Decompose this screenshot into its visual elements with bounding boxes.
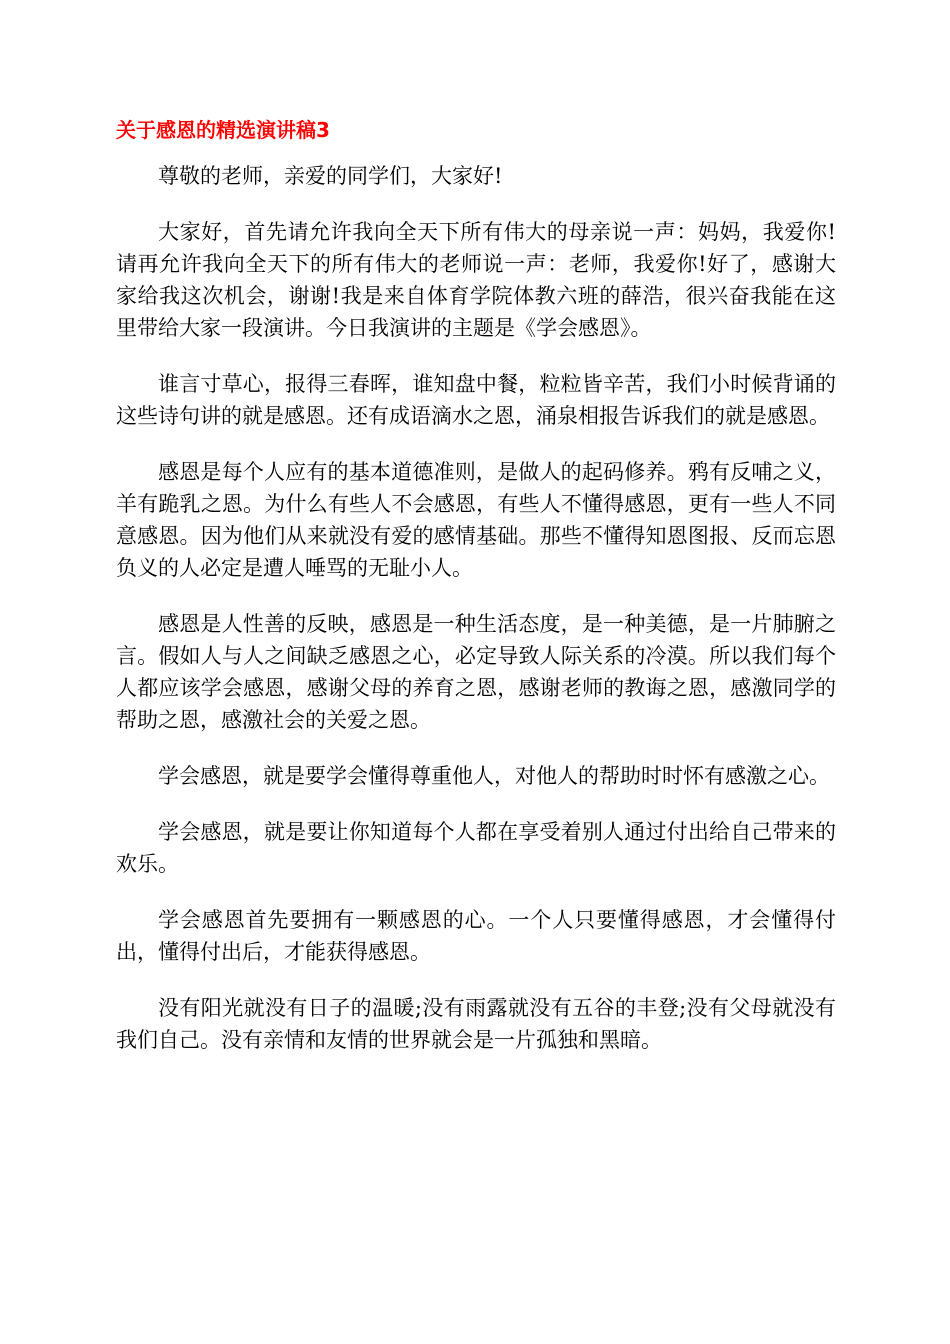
document-title: 关于感恩的精选演讲稿3 bbox=[116, 118, 330, 142]
paragraph-moral-principle: 感恩是每个人应有的基本道德准则，是做人的起码修养。鸦有反哺之义，羊有跪乳之恩。为什么有些人不会感恩，有些人不懂得感恩，更有一些人不同意感恩。因为他们从来就没有爱的感情基础。那些不懂得知恩图报、反而忘恩负义的人必定是遭人唾骂的无耻小人。 bbox=[116, 460, 836, 580]
paragraph-grateful-heart: 学会感恩首先要拥有一颗感恩的心。一个人只要懂得感恩，才会懂得付出，懂得付出后，才能获得感恩。 bbox=[116, 908, 836, 964]
paragraph-respect-others: 学会感恩，就是要学会懂得尊重他人，对他人的帮助时时怀有感激之心。 bbox=[158, 764, 830, 788]
paragraph-poem: 谁言寸草心，报得三春晖，谁知盘中餐，粒粒皆辛苦，我们小时候背诵的这些诗句讲的就是感恩。还有成语滴水之恩，涌泉相报告诉我们的就是感恩。 bbox=[116, 372, 836, 428]
paragraph-enjoy-happiness: 学会感恩，就是要让你知道每个人都在享受着别人通过付出给自己带来的欢乐。 bbox=[116, 820, 836, 876]
paragraph-sunshine: 没有阳光就没有日子的温暖;没有雨露就没有五谷的丰登;没有父母就没有我们自己。没有亲情和友情的世界就会是一片孤独和黑暗。 bbox=[116, 996, 836, 1052]
paragraph-introduction: 大家好，首先请允许我向全天下所有伟大的母亲说一声：妈妈，我爱你!请再允许我向全天下的所有伟大的老师说一声：老师，我爱你!好了，感谢大家给我这次机会，谢谢!我是来自体育学院体教六班的薛浩，很兴奋我能在这里带给大家一段演讲。今日我演讲的主题是《学会感恩》。 bbox=[116, 220, 836, 340]
document-body bbox=[116, 160, 836, 1080]
paragraph-human-nature: 感恩是人性善的反映，感恩是一种生活态度，是一种美德，是一片肺腑之言。假如人与人之间缺乏感恩之心，必定导致人际关系的冷漠。所以我们每个人都应该学会感恩，感谢父母的养育之恩，感谢老师的教诲之恩，感激同学的帮助之恩，感激社会的关爱之恩。 bbox=[116, 612, 836, 732]
paragraph-greeting: 尊敬的老师，亲爱的同学们，大家好! bbox=[158, 164, 503, 188]
